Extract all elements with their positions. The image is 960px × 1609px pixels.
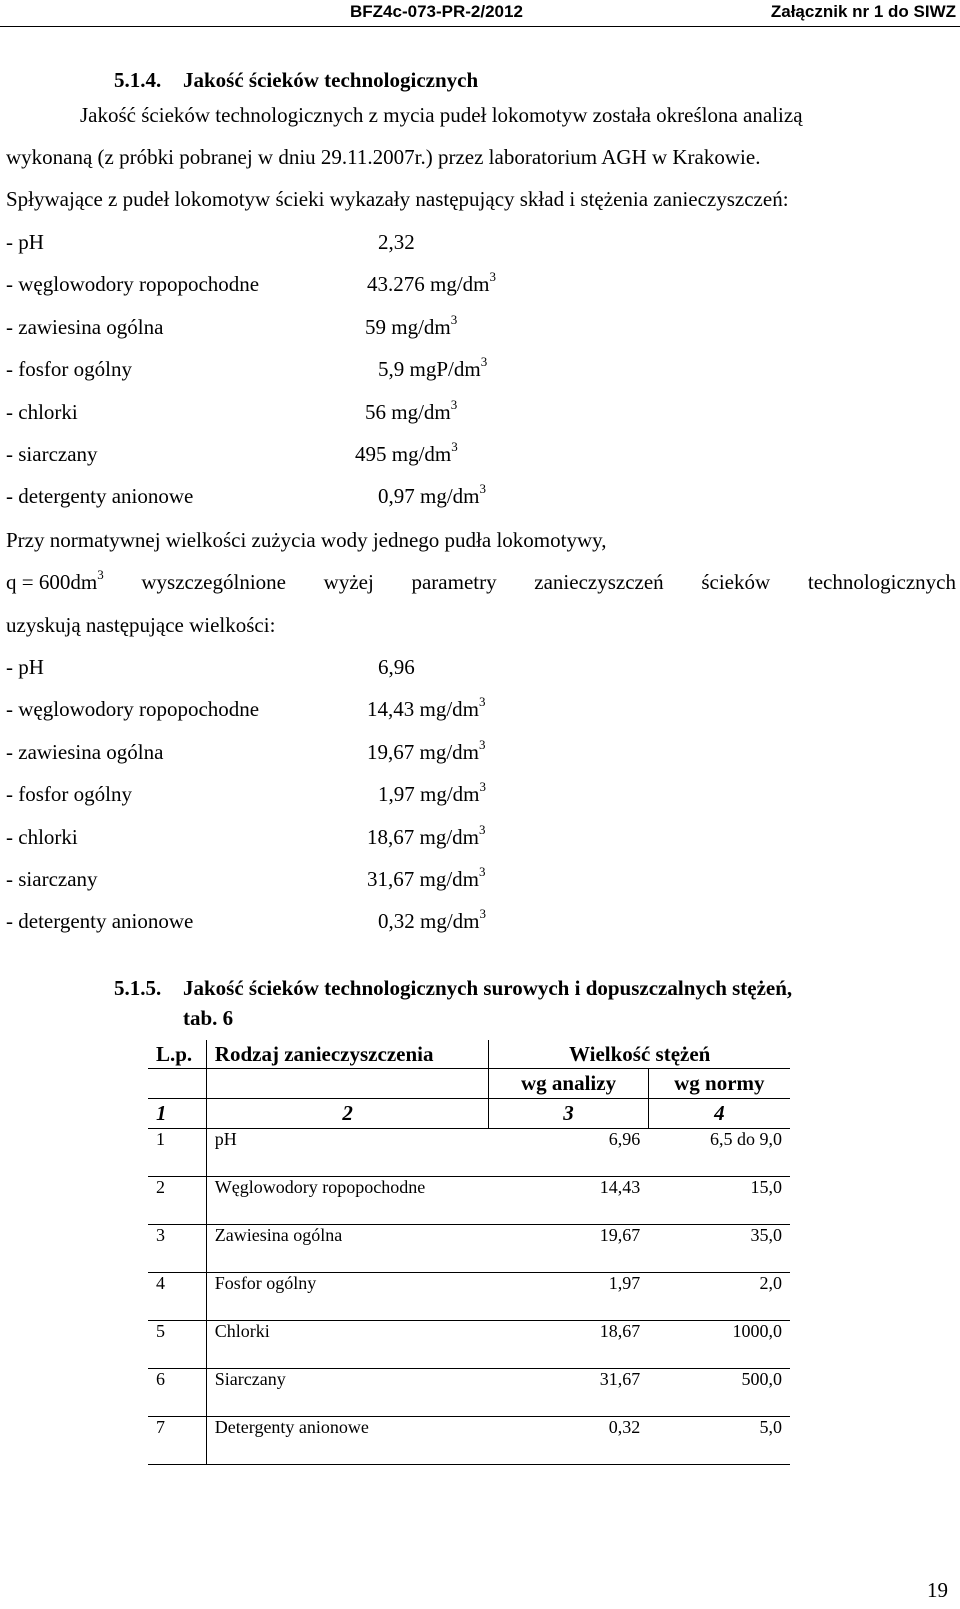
section-number: 5.1.4.	[114, 68, 162, 92]
list-item-value: 18,67 $mg/dm^3$	[367, 821, 486, 849]
table-cell-name: Chlorki	[206, 1321, 489, 1369]
table-cell-norm: 5,0	[648, 1417, 790, 1465]
table-cell-analysis: 1,97	[489, 1273, 648, 1321]
list-item-value: 0,32 $mg/dm^3$	[378, 906, 487, 934]
col-index: 1	[148, 1099, 206, 1129]
paragraph-line-justified	[6, 567, 956, 595]
section-number: 5.1.5.	[114, 976, 162, 1000]
table-cell-analysis: 18,67	[489, 1321, 648, 1369]
section-heading-514	[114, 68, 478, 93]
col-group-header: Wielkość stężeń	[489, 1040, 790, 1069]
list-item-label: - detergenty anionowe	[6, 484, 194, 509]
list-item-label: - pH	[6, 655, 44, 679]
list-item-value: 495 $mg/dm^3$	[355, 439, 458, 466]
concentration-table	[148, 1040, 790, 1465]
table-row	[148, 1273, 790, 1321]
list-item-label: - chlorki	[6, 824, 78, 849]
paragraph-word: wyżej	[323, 570, 374, 594]
table-cell-lp: 2	[148, 1177, 206, 1225]
list-item-label: - węglowodory ropopochodne	[6, 697, 260, 722]
table-cell-norm: 500,0	[648, 1369, 790, 1417]
table-cell-lp: 7	[148, 1417, 206, 1465]
list-item-value: 2,32	[378, 230, 415, 254]
flow-rate: $q = 600dm^3$	[6, 567, 104, 594]
table-cell-name: Zawiesina ogólna	[206, 1225, 489, 1273]
list-item-value: 6,96	[378, 655, 415, 679]
list-item-label: - chlorki	[6, 399, 78, 424]
list-item-label: - węglowodory ropopochodne	[6, 272, 260, 297]
col-name-header: Rodzaj zanieczyszczenia	[206, 1040, 489, 1069]
list-item-value: 56 $mg/dm^3$	[365, 396, 458, 424]
list-item-label: - siarczany	[6, 867, 98, 891]
paragraph-word: parametry	[411, 570, 497, 594]
table-cell-norm: 1000,0	[648, 1321, 790, 1369]
annex-label: Załącznik nr 1 do SIWZ	[770, 2, 956, 21]
table-cell-lp: 5	[148, 1321, 206, 1369]
document-id: BFZ4c-073-PR-2/2012	[350, 2, 523, 21]
list-item-value: 14,43 $mg/dm^3$	[367, 694, 486, 722]
table-cell-lp: 6	[148, 1369, 206, 1417]
list-item-label: - detergenty anionowe	[6, 909, 194, 934]
table-caption: tab. 6	[183, 1006, 234, 1030]
col-lp-header: L.p.	[148, 1040, 206, 1069]
table-row	[148, 1321, 790, 1369]
table-cell-name: Detergenty anionowe	[206, 1417, 489, 1465]
list-item-value: 19,67 $mg/dm^3$	[367, 736, 486, 764]
list-item-label: - fosfor ogólny	[6, 782, 132, 807]
list-item-value: 31,67 $mg/dm^3$	[367, 864, 486, 891]
table-cell-norm: 35,0	[648, 1225, 790, 1273]
col-index: 2	[206, 1099, 489, 1129]
table-cell-name: Fosfor ogólny	[206, 1273, 489, 1321]
paragraph-word: ścieków	[701, 570, 771, 594]
table-cell-lp: 3	[148, 1225, 206, 1273]
list-item-label: - fosfor ogólny	[6, 357, 132, 382]
paragraph-word: wyszczególnione	[141, 570, 286, 594]
table-row	[148, 1177, 790, 1225]
table-row	[148, 1369, 790, 1417]
section-title: Jakość ścieków technologicznych	[183, 68, 479, 92]
table-cell-analysis: 0,32	[489, 1417, 648, 1465]
paragraph-line: Spływające z pudeł lokomotyw ścieki wykazały następujący skład i stężenia zanieczyszczeń:	[6, 187, 789, 211]
list-item-value: 5,9 mgP/$dm^3$	[378, 354, 488, 382]
list-item-value: 59 $mg/dm^3$	[365, 311, 458, 339]
list-item-value: 43.276 $mg/dm^3$	[367, 269, 497, 297]
table-cell-norm: 15,0	[648, 1177, 790, 1225]
table-row	[148, 1129, 790, 1177]
paragraph-line: wykonaną (z próbki pobranej w dniu 29.11.2007r.) przez laboratorium AGH w Krakowie.	[6, 145, 761, 169]
paragraph-word: technologicznych	[807, 570, 956, 594]
table-cell-name: Siarczany	[206, 1369, 489, 1417]
list-item-value: 1,97 $mg/dm^3$	[378, 779, 487, 807]
col-index: 4	[648, 1099, 790, 1129]
paragraph-word: zanieczyszczeń	[534, 570, 664, 594]
col-analysis-header: wg analizy	[489, 1069, 648, 1099]
table-cell-name: pH	[206, 1129, 489, 1177]
list-item-label: - zawiesina ogólna	[6, 739, 164, 764]
paragraph-line: uzyskują następujące wielkości:	[6, 613, 276, 637]
table-row	[148, 1225, 790, 1273]
table-cell-lp: 4	[148, 1273, 206, 1321]
page-header	[0, 0, 960, 26]
list-item-label: - pH	[6, 230, 44, 254]
table-cell-lp: 1	[148, 1129, 206, 1177]
table-row	[148, 1417, 790, 1465]
list-item-value: 0,97 $mg/dm^3$	[378, 481, 487, 509]
table-cell-analysis: 6,96	[489, 1129, 648, 1177]
paragraph-line: Przy normatywnej wielkości zużycia wody jednego pudła lokomotywy,	[6, 528, 607, 552]
section-title: Jakość ścieków technologicznych surowych i dopuszczalnych stężeń,	[183, 976, 793, 1000]
section-heading-515	[114, 976, 792, 1001]
table-cell-norm: 2,0	[648, 1273, 790, 1321]
table-cell-analysis: 19,67	[489, 1225, 648, 1273]
col-norm-header: wg normy	[648, 1069, 790, 1099]
list-item-label: - siarczany	[6, 442, 98, 466]
table-cell-analysis: 31,67	[489, 1369, 648, 1417]
table-cell-name: Węglowodory ropopochodne	[206, 1177, 489, 1225]
header-rule	[0, 26, 960, 27]
table-cell-norm: 6,5 do 9,0	[648, 1129, 790, 1177]
col-index: 3	[489, 1099, 648, 1129]
paragraph-line: Jakość ścieków technologicznych z mycia pudeł lokomotyw została określona analizą	[80, 103, 803, 127]
table-cell-analysis: 14,43	[489, 1177, 648, 1225]
page-number: 19	[927, 1578, 948, 1602]
list-item-label: - zawiesina ogólna	[6, 314, 164, 339]
